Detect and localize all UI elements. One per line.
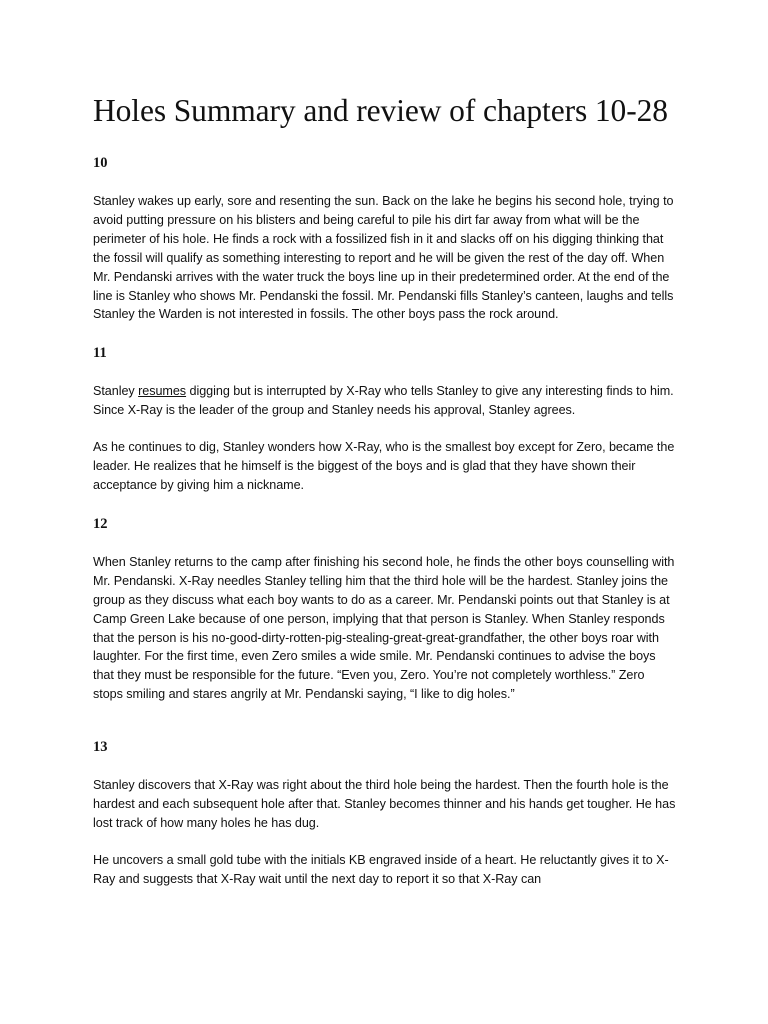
document-page: [93, 92, 677, 907]
chapter-12-paragraph-1: When Stanley returns to the camp after finishing his second hole, he finds the other boys counselling with Mr. Pendanski. X-Ray needles Stanley telling him that the third hole will be the hardest. Stanley joins the group as they discuss what each boy wants to do as a career. Mr. Pendanski points out that Stanley is at Camp Green Lake because of one person, implying that that person is Stanley. When Stanley responds that the person is his no-good-dirty-rotten-pig-stealing-great-great-grandfather, the other boys roar with laughter. For the first time, even Zero smiles a wide smile. Mr. Pendanski continues to advise the boys that they must be responsible for the future. “Even you, Zero. You’re not completely worthless.” Zero stops smiling and stares angrily at Mr. Pendanski saying, “I like to dig holes.”: [93, 554, 675, 702]
chapter-heading-13: 13: [93, 739, 108, 756]
chapter-heading-10: 10: [93, 155, 108, 171]
chapter-11-paragraph-2: As he continues to dig, Stanley wonders how X-Ray, who is the smallest boy except for Zero, became the leader. He realizes that he himself is the biggest of the boys and is glad that they have shown their acceptance by giving him a nickname.: [93, 440, 675, 492]
document-title: Holes Summary and review of chapters 10-28: [93, 93, 668, 128]
chapter-10-paragraph-1: Stanley wakes up early, sore and resenting the sun. Back on the lake he begins his second hole, trying to avoid putting pressure on his blisters and being careful to pile his dirt far away from what will be the perimeter of his hole. He finds a rock with a fossilized fish in it and slacks off on his digging thinking that the fossil will qualify as something interesting to report and he will be given the rest of the day off. When Mr. Pendanski arrives with the water truck the boys line up in their predetermined order. At the end of the line is Stanley who shows Mr. Pendanski the fossil. Mr. Pendanski fills Stanley’s canteen, laughs and tells Stanley the Warden is not interested in fossils. The other boys pass the rock around.: [93, 194, 674, 322]
resumes-link[interactable]: resumes: [138, 384, 187, 399]
chapter-heading-11: 11: [93, 345, 107, 362]
chapter-13-paragraph-2: He uncovers a small gold tube with the initials KB engraved inside of a heart. He reluctantly gives it to X-Ray and suggests that X-Ray wait until the next day to report it so that X-Ray can: [93, 852, 669, 886]
chapter-heading-12: 12: [93, 515, 108, 532]
chapter-11-paragraph-1: [93, 382, 677, 420]
chapter-13-paragraph-1: Stanley discovers that X-Ray was right about the third hole being the hardest. Then the fourth hole is the hardest and each subsequent hole after that. Stanley becomes thinner and his hands get tougher. He has lost track of how many holes he has dug.: [93, 778, 676, 830]
chapter-11-text-rest: digging but is interrupted by X-Ray who tells Stanley to give any interesting finds to him. Since X-Ray is the leader of the group and Stanley needs his approval, Stanley agrees.: [93, 384, 674, 418]
chapter-11-text-start: Stanley: [93, 384, 139, 399]
